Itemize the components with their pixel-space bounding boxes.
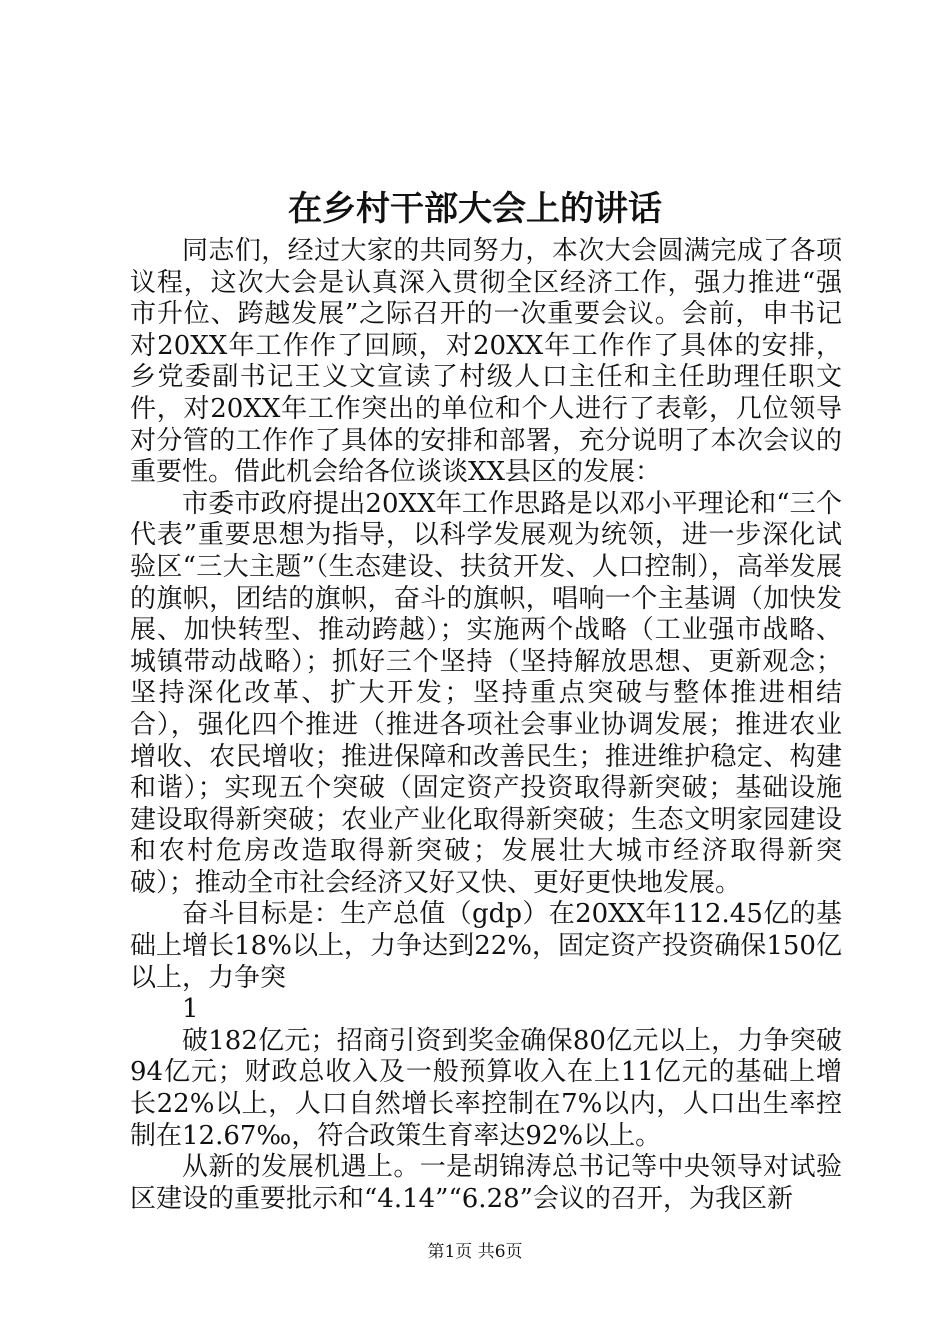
document-title: 在乡村干部大会上的讲话 [288, 189, 662, 229]
paragraph-goals-continued: 破182亿元；招商引资到奖金确保80亿元以上，力争突破94亿元；财政总收入及一般预算收入在上11亿元的基础上增长22%以上，人口自然增长率控制在7%以内，人口出生率控制在12.67‰，符合政策生育率达92%以上。 [130, 1025, 842, 1151]
inline-page-number: 1 [182, 994, 199, 1025]
paragraph-opportunities: 从新的发展机遇上。一是胡锦涛总书记等中央领导对试验区建设的重要批示和“4.14”“6.28”会议的召开，为我区新 [130, 1152, 842, 1214]
document-body [130, 236, 842, 1215]
paragraph-work-plan: 市委市政府提出20XX年工作思路是以邓小平理论和“三个代表”重要思想为指导，以科学发展观为统领，进一步深化试验区“三大主题”（生态建设、扶贫开发、人口控制），高举发展的旗帜，团结的旗帜，奋斗的旗帜，唱响一个主基调（加快发展、加快转型、推动跨越）；实施两个战略（工业强市战略、城镇带动战略）；抓好三个坚持（坚持解放思想、更新观念；坚持深化改革、扩大开发；坚持重点突破与整体推进相结合），强化四个推进（推进各项社会事业协调发展；推进农业增收、农民增收；推进保障和改善民生；推进维护稳定、构建和谐）；实现五个突破（固定资产投资取得新突破；基础设施建设取得新突破；农业产业化取得新突破；生态文明家园建设和农村危房改造取得新突破；发展壮大城市经济取得新突破）；推动全市社会经济又好又快、更好更快地发展。 [130, 488, 842, 898]
page-footer: 第1页 共6页 [427, 1242, 523, 1262]
paragraph-goals: 奋斗目标是：生产总值（gdp）在20XX年112.45亿的基础上增长18%以上，力争达到22%，固定资产投资确保150亿以上，力争突 [130, 899, 842, 993]
paragraph-opening: 同志们，经过大家的共同努力，本次大会圆满完成了各项议程，这次大会是认真深入贯彻全区经济工作，强力推进“强市升位、跨越发展”之际召开的一次重要会议。会前，申书记对20XX年工作作了回顾，对20XX年工作作了具体的安排，乡党委副书记王义文宣读了村级人口主任和主任助理任职文件，对20XX年工作突出的单位和个人进行了表彰，几位领导对分管的工作作了具体的安排和部署，充分说明了本次会议的重要性。借此机会给各位谈谈XX县区的发展： [130, 236, 842, 488]
